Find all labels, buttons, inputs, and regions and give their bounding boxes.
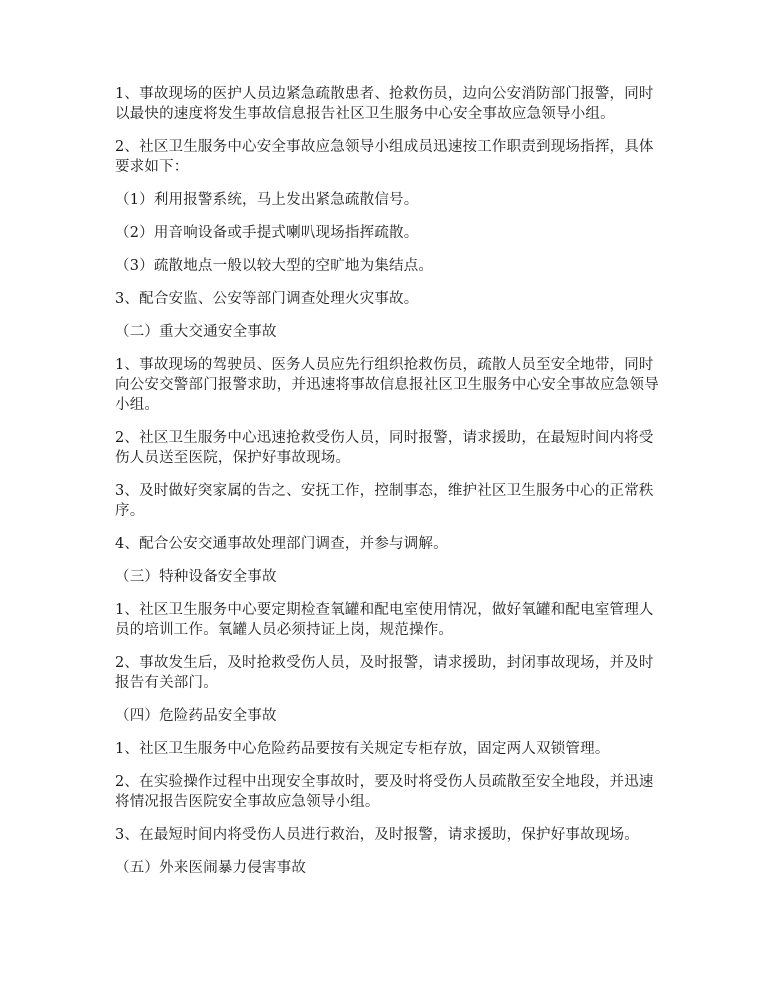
paragraph-drugs-step-3: 3、在最短时间内将受伤人员进行救治，及时报警，请求援助，保护好事故现场。 [115,827,639,843]
paragraph-drugs-step-2: 2、在实验操作过程中出现安全事故时，要及时将受伤人员疏散至安全地段，并迅速将情况报告医院安全事故应急领导小组。 [115,774,654,810]
paragraph-fire-step-2: 2、社区卫生服务中心安全事故应急领导小组成员迅速按工作职责到现场指挥，具体要求如下： [115,139,654,175]
paragraph-equipment-step-1: 1、社区卫生服务中心要定期检查氧罐和配电室使用情况，做好氧罐和配电室管理人员的培训工作。氧罐人员必须持证上岗，规范操作。 [115,602,654,638]
paragraph-fire-step-3: 3、配合安监、公安等部门调查处理火灾事故。 [115,291,419,307]
paragraph-fire-step-2-item-3: （3）疏散地点一般以较大型的空旷地为集结点。 [115,258,434,274]
paragraph-traffic-step-1: 1、事故现场的驾驶员、医务人员应先行组织抢救伤员，疏散人员至安全地带，同时向公安交警部门报警求助，并迅速将事故信息报社区卫生服务中心安全事故应急领导小组。 [115,357,659,413]
section-heading-external-violence: （五）外来医闹暴力侵害事故 [115,860,307,876]
paragraph-fire-step-1: 1、事故现场的医护人员边紧急疏散患者、抢救伤员，边向公安消防部门报警，同时以最快的速度将发生事故信息报告社区卫生服务中心安全事故应急领导小组。 [115,86,654,122]
paragraph-traffic-step-2: 2、社区卫生服务中心迅速抢救受伤人员，同时报警，请求援助，在最短时间内将受伤人员送至医院，保护好事故现场。 [115,430,654,466]
section-heading-hazardous-drugs: （四）危险药品安全事故 [115,708,277,724]
paragraph-equipment-step-2: 2、事故发生后，及时抢救受伤人员，及时报警，请求援助，封闭事故现场，并及时报告有关部门。 [115,655,654,691]
paragraph-fire-step-2-item-2: （2）用音响设备或手提式喇叭现场指挥疏散。 [115,225,419,241]
paragraph-traffic-step-3: 3、及时做好突家属的告之、安抚工作，控制事态，维护社区卫生服务中心的正常秩序。 [115,483,654,519]
paragraph-fire-step-2-item-1: （1）利用报警系统，马上发出紧急疏散信号。 [115,192,419,208]
document-body [115,84,660,891]
section-heading-traffic: （二）重大交通安全事故 [115,324,277,340]
section-heading-special-equipment: （三）特种设备安全事故 [115,569,277,585]
paragraph-traffic-step-4: 4、配合公安交通事故处理部门调查，并参与调解。 [115,536,448,552]
paragraph-drugs-step-1: 1、社区卫生服务中心危险药品要按有关规定专柜存放，固定两人双锁管理。 [115,741,610,757]
